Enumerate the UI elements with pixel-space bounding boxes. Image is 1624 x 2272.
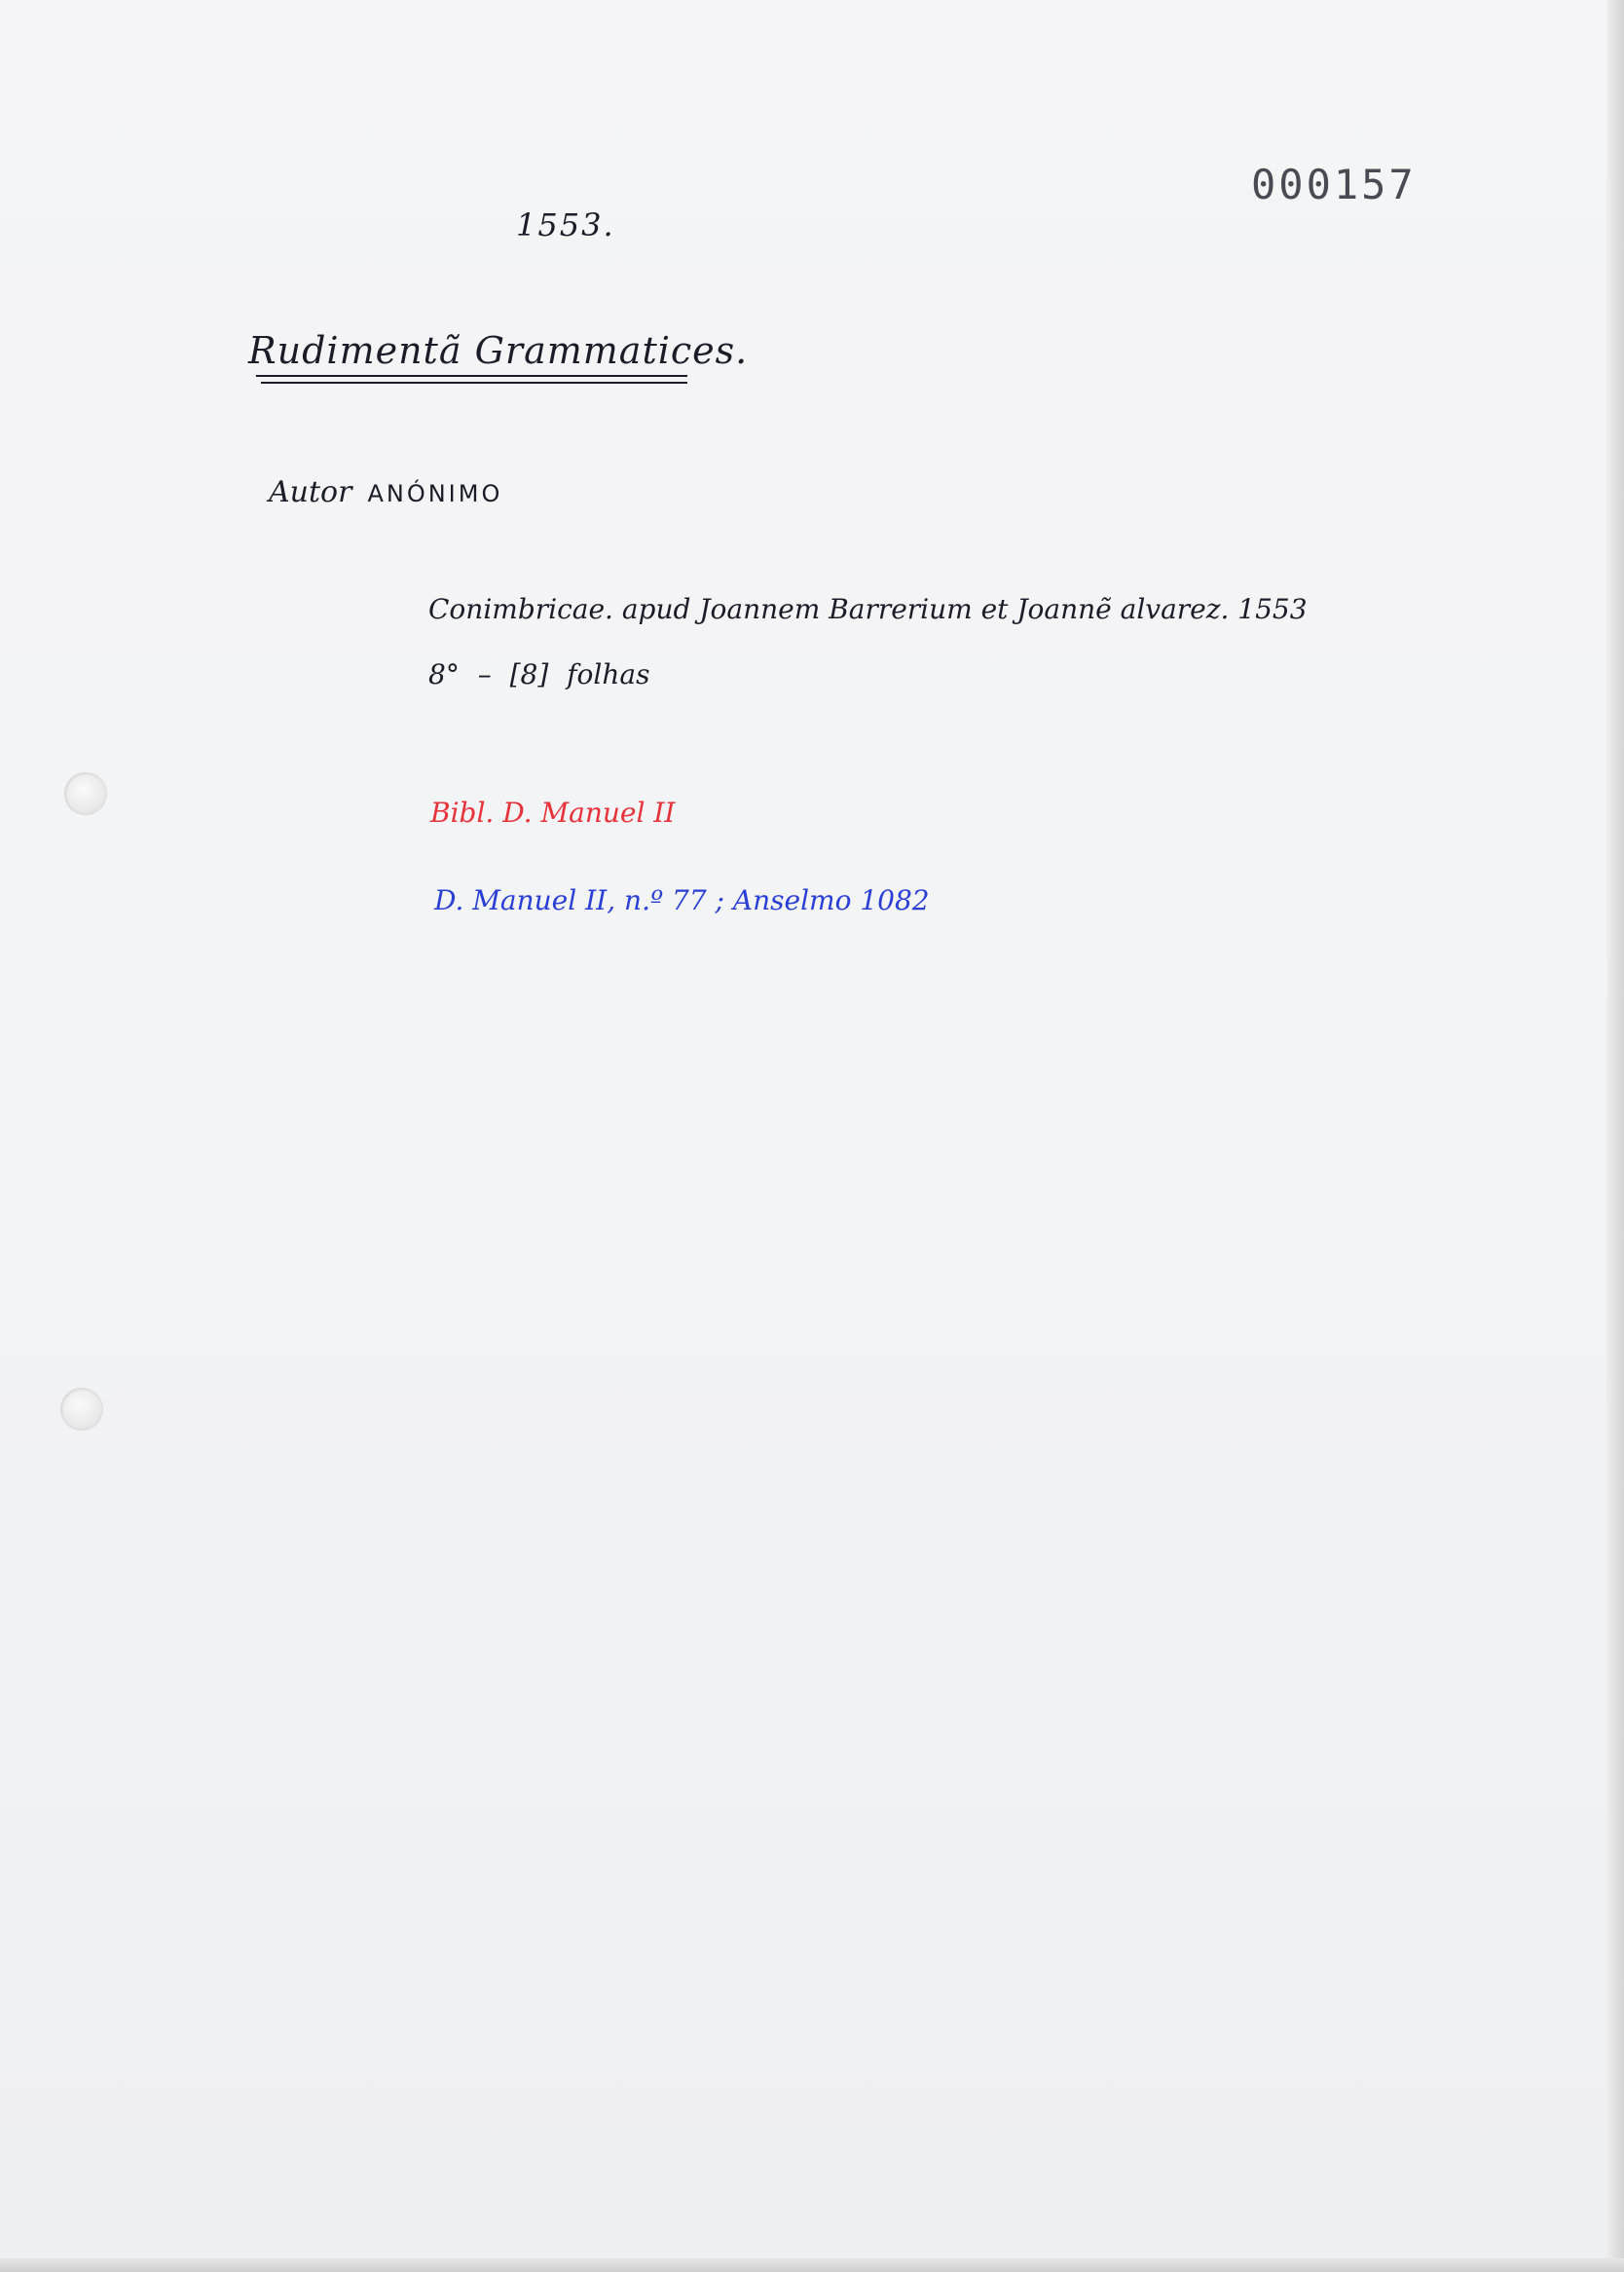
format-line: 8° – [8] folhas [428, 658, 650, 690]
punch-hole [60, 1388, 103, 1431]
page-edge [1606, 0, 1624, 2272]
punch-hole [64, 772, 107, 815]
publication-year: 1553. [516, 206, 615, 243]
stamp-number: 000157 [1251, 161, 1417, 208]
page-bottom-edge [0, 2258, 1624, 2272]
collection-note: Bibl. D. Manuel II [430, 797, 676, 829]
title-underline-second [261, 382, 687, 384]
book-title: Rudimentã Grammatices. [248, 329, 749, 372]
author-label: Autor [269, 475, 352, 509]
author-value: ANÓNIMO [367, 480, 503, 507]
author-line [269, 475, 502, 509]
imprint-line: Conimbricae. apud Joannem Barrerium et Joannẽ alvarez. 1553 [428, 593, 1308, 625]
bibliographic-references: D. Manuel II, n.º 77 ; Anselmo 1082 [434, 884, 930, 916]
title-underline [256, 375, 687, 377]
